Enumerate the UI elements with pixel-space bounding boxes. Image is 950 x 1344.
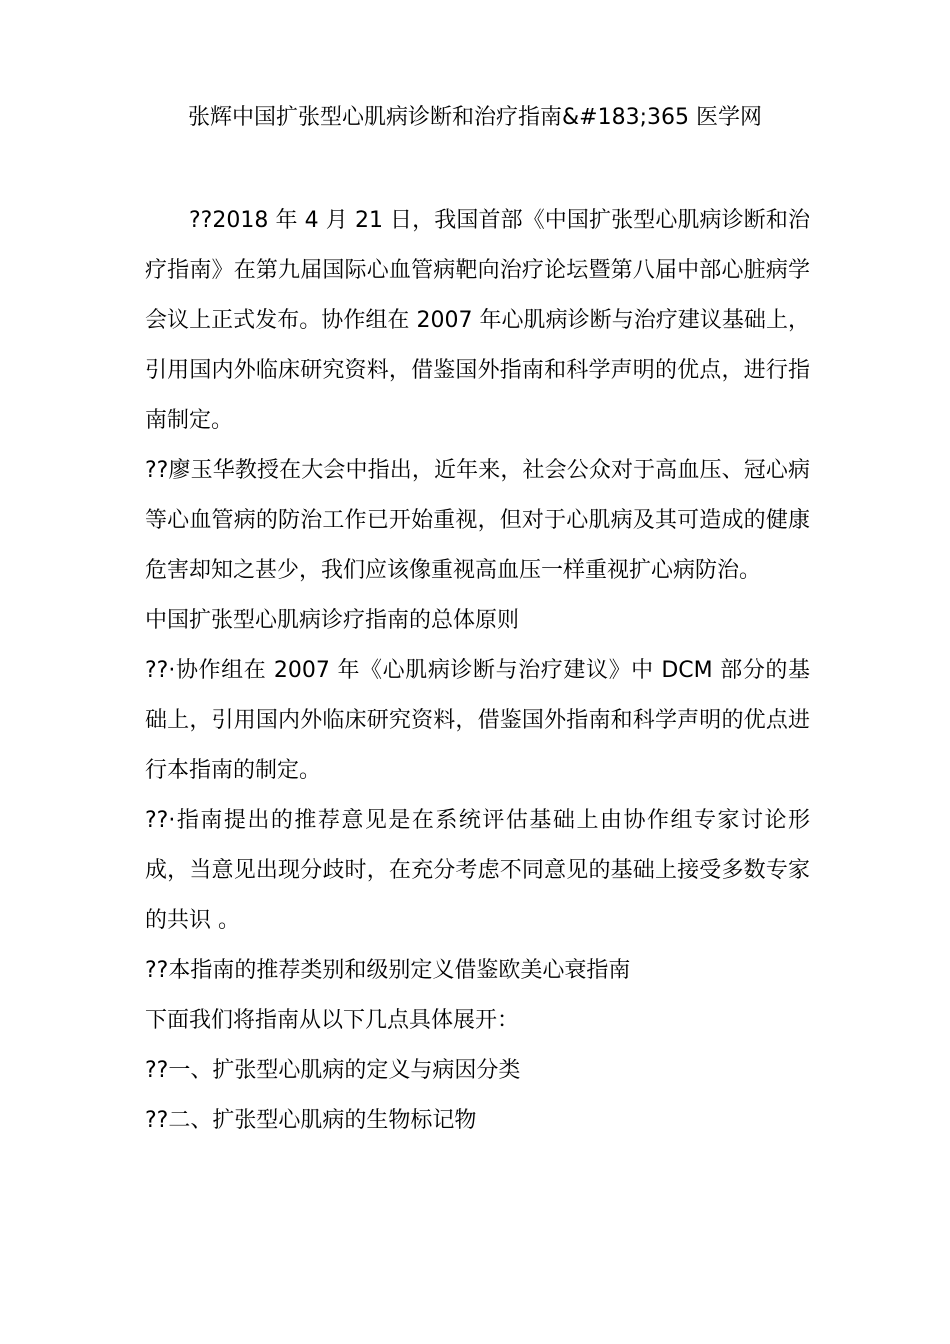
paragraph-professor-remarks: ??廖玉华教授在大会中指出，近年来，社会公众对于高血压、冠心病等心血管病的防治工作已开始重视，但对于心肌病及其可造成的健康危害却知之甚少，我们应该像重视高血压一样重视扩心病防治。 (145, 458, 810, 583)
outline-item-definition: ??一、扩张型心肌病的定义与病因分类 (145, 1058, 521, 1083)
paragraph-recommendation-classes: ??本指南的推荐类别和级别定义借鉴欧美心衰指南 (145, 958, 631, 983)
outline-item-biomarkers: ??二、扩张型心肌病的生物标记物 (145, 1108, 477, 1133)
document-title: 张辉中国扩张型心肌病诊断和治疗指南&#183;365 医学网 (188, 105, 762, 130)
paragraph-principle-basis: ??·协作组在 2007 年《心肌病诊断与治疗建议》中 DCM 部分的基础上，引用国内外临床研究资料，借鉴国外指南和科学声明的优点进行本指南的制定。 (145, 658, 810, 783)
document-body (145, 196, 810, 1146)
paragraph-principle-consensus: ??·指南提出的推荐意见是在系统评估基础上由协作组专家讨论形成，当意见出现分歧时，在充分考虑不同意见的基础上接受多数专家的共识 。 (145, 808, 810, 933)
section-heading-principles: 中国扩张型心肌病诊疗指南的总体原则 (145, 608, 520, 633)
paragraph-outline-intro: 下面我们将指南从以下几点具体展开： (145, 1008, 520, 1033)
paragraph-release: ??2018 年 4 月 21 日，我国首部《中国扩张型心肌病诊断和治疗指南》在第九届国际心血管病靶向治疗论坛暨第八届中部心脏病学会议上正式发布。协作组在 2007 年心肌病诊断与治疗建议基础上，引用国内外临床研究资料，借鉴国外指南和科学声明的优点，进行指南制定。 (145, 208, 810, 433)
